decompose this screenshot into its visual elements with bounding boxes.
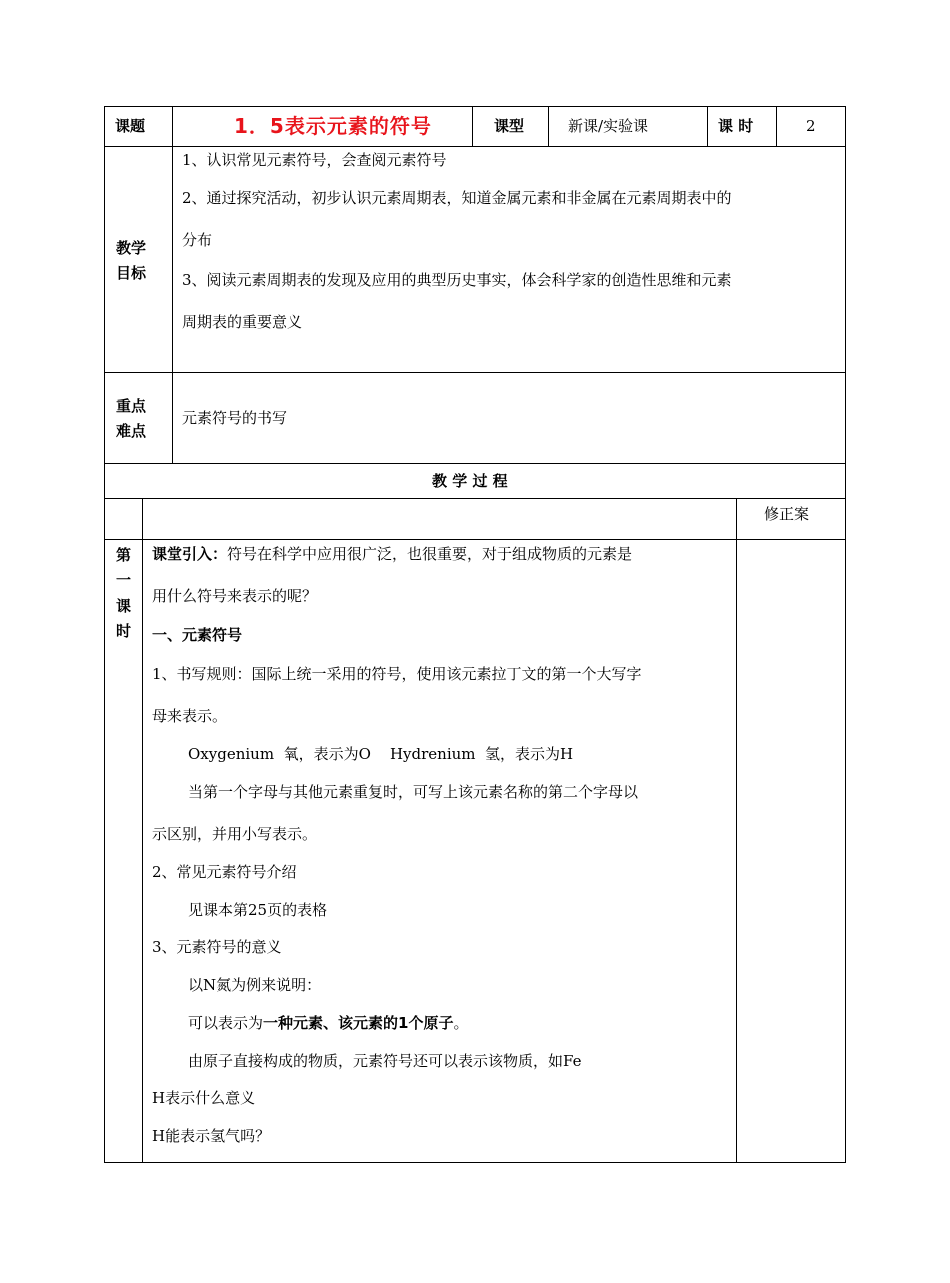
table-border xyxy=(172,146,173,463)
rule-text: 母来表示。 xyxy=(152,707,228,725)
type-value: 新课/实验课 xyxy=(568,117,649,135)
common-text: 见课本第25页的表格 xyxy=(188,901,328,919)
table-border xyxy=(548,106,549,146)
table-border xyxy=(104,539,846,540)
question-text: H表示什么意义 xyxy=(152,1089,256,1107)
type-label: 课型 xyxy=(494,117,525,135)
table-border xyxy=(104,106,105,1163)
topic-label: 课题 xyxy=(115,117,146,135)
intro-text: 用什么符号来表示的呢？ xyxy=(152,587,318,605)
goal-item: 3、阅读元素周期表的发现及应用的典型历史事实，体会科学家的创造性思维和元素 xyxy=(182,271,732,289)
meaning-line xyxy=(188,1013,468,1033)
meaning-prefix: 可以表示为 xyxy=(188,1014,264,1032)
section-title: 一、元素符号 xyxy=(152,626,243,644)
table-border xyxy=(472,106,473,146)
key-points-label: 重点 xyxy=(116,397,147,415)
goals-label: 目标 xyxy=(116,264,147,282)
table-border xyxy=(104,372,846,373)
table-border xyxy=(776,106,777,146)
table-border xyxy=(142,498,143,1163)
goal-item: 2、通过探究活动，初步认识元素周期表，知道金属元素和非金属在元素周期表中的 xyxy=(182,189,732,207)
intro-line xyxy=(152,544,632,564)
meaning-bold: 一种元素、该元素的1个原子 xyxy=(263,1014,454,1032)
process-heading: 教 学 过 程 xyxy=(432,472,508,490)
goal-item: 分布 xyxy=(182,231,213,249)
key-points-label: 难点 xyxy=(116,422,147,440)
repeat-text: 示区别，并用小写表示。 xyxy=(152,825,318,843)
intro-text: 符号在科学中应用很广泛，也很重要，对于组成物质的元素是 xyxy=(227,545,633,563)
lesson-label: 课 xyxy=(116,597,132,615)
example-text: Oxygenium 氧，表示为O Hydrenium 氢，表示为H xyxy=(188,745,574,763)
hours-label: 课 时 xyxy=(718,117,754,135)
table-border xyxy=(104,463,846,464)
revision-label: 修正案 xyxy=(764,505,810,523)
key-points-content: 元素符号的书写 xyxy=(182,409,288,427)
intro-label: 课堂引入： xyxy=(152,545,228,563)
table-border xyxy=(104,1162,846,1163)
hours-value: 2 xyxy=(806,117,816,135)
question-text: H能表示氢气吗？ xyxy=(152,1127,271,1145)
meaning-suffix: 。 xyxy=(453,1014,469,1032)
meaning-title: 3、元素符号的意义 xyxy=(152,938,282,956)
lesson-label: 时 xyxy=(116,622,132,640)
repeat-text: 当第一个字母与其他元素重复时，可写上该元素名称的第二个字母以 xyxy=(188,783,639,801)
lesson-label: 一 xyxy=(116,571,132,589)
atom-text: 由原子直接构成的物质，元素符号还可以表示该物质，如Fe xyxy=(188,1052,582,1070)
topic-title: 1．5表示元素的符号 xyxy=(234,114,432,138)
table-border xyxy=(104,106,846,107)
table-border xyxy=(707,106,708,146)
goal-item: 周期表的重要意义 xyxy=(182,313,303,331)
table-border xyxy=(845,106,846,1163)
lesson-label: 第 xyxy=(116,546,132,564)
table-border xyxy=(736,498,737,1163)
table-border xyxy=(104,498,846,499)
common-title: 2、常见元素符号介绍 xyxy=(152,863,297,881)
goals-label: 教学 xyxy=(116,239,147,257)
meaning-example: 以N氮为例来说明： xyxy=(188,976,322,994)
table-border xyxy=(104,146,846,147)
table-border xyxy=(172,106,173,146)
goal-item: 1、认识常见元素符号，会查阅元素符号 xyxy=(182,151,447,169)
rule-text: 1、书写规则：国际上统一采用的符号，使用该元素拉丁文的第一个大写字 xyxy=(152,665,642,683)
